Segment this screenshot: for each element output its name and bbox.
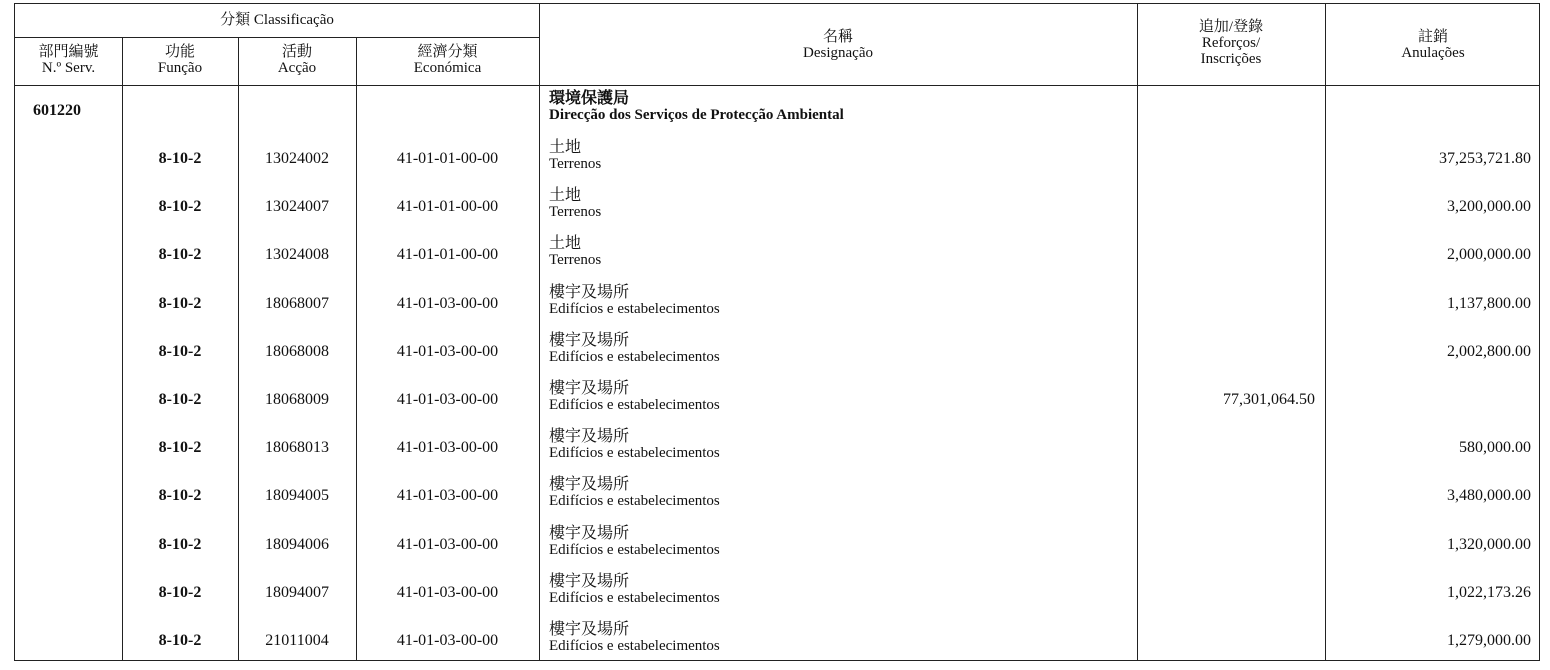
economica-code: 41-01-01-00-00 <box>396 150 499 167</box>
anulacao-amount: 37,253,721.80 <box>1439 150 1531 167</box>
anulacao-amount: 1,022,173.26 <box>1447 583 1531 601</box>
designacao-pt: Edifícios e estabelecimentos <box>549 638 720 654</box>
anulacao-amount: 3,200,000.00 <box>1447 198 1531 216</box>
col-divider <box>1137 4 1138 660</box>
header-accao: 活動 Acção <box>277 44 317 76</box>
header-anulacoes: 註銷 Anulações <box>1401 29 1465 61</box>
funcao-code: 8-10-2 <box>158 487 202 505</box>
col-divider <box>539 4 540 660</box>
designacao-cell <box>549 477 720 509</box>
designacao-pt: Edifícios e estabelecimentos <box>549 493 720 510</box>
service-name-pt: Direcção dos Serviços de Protecção Ambiental <box>549 107 844 123</box>
accao-code: 18068013 <box>265 439 329 457</box>
col-divider <box>1325 4 1326 660</box>
economica-code: 41-01-03-00-00 <box>396 487 499 505</box>
anulacao-amount: 3,480,000.00 <box>1447 487 1531 505</box>
header-serv: 部門編號 N.º Serv. <box>38 44 99 76</box>
header-divider <box>15 37 539 38</box>
accao-code: 18068008 <box>265 342 329 360</box>
accao-code: 18094006 <box>265 535 329 553</box>
anulacao-amount: 2,002,800.00 <box>1447 342 1531 360</box>
funcao-code: 8-10-2 <box>158 198 202 216</box>
reforco-amount: 77,301,064.50 <box>1223 391 1315 408</box>
designacao-zh: 樓宇及場所 <box>549 621 630 638</box>
economica-code: 41-01-03-00-00 <box>396 342 499 360</box>
economica-code: 41-01-01-00-00 <box>396 198 499 216</box>
designacao-cell <box>549 574 720 606</box>
header-economica: 經濟分類 Económica <box>413 44 482 76</box>
anulacao-amount: 580,000.00 <box>1459 439 1531 457</box>
designacao-cell <box>549 381 720 413</box>
designacao-zh: 樓宇及場所 <box>549 380 630 397</box>
accao-code: 13024002 <box>265 150 329 167</box>
budget-table <box>14 3 1540 661</box>
economica-code: 41-01-01-00-00 <box>396 246 499 264</box>
economica-code: 41-01-03-00-00 <box>396 439 499 457</box>
anulacao-amount: 1,279,000.00 <box>1447 632 1531 649</box>
service-code: 601220 <box>33 102 81 119</box>
service-name-zh: 環境保護局 <box>549 90 630 107</box>
anulacao-amount: 1,320,000.00 <box>1447 535 1531 553</box>
designacao-cell <box>549 140 601 172</box>
accao-code: 18094005 <box>265 487 329 505</box>
header-bottom-line <box>15 85 1539 86</box>
anulacao-amount: 1,137,800.00 <box>1447 294 1531 312</box>
header-reforcos: 追加/登錄 Reforços/ Inscrições <box>1198 19 1264 67</box>
funcao-code: 8-10-2 <box>158 342 202 360</box>
designacao-pt: Edifícios e estabelecimentos <box>549 445 720 462</box>
funcao-code: 8-10-2 <box>158 439 202 457</box>
funcao-code: 8-10-2 <box>158 150 202 167</box>
accao-code: 13024008 <box>265 246 329 264</box>
designacao-cell <box>549 526 720 558</box>
designacao-cell <box>549 188 601 220</box>
designacao-cell <box>549 429 720 461</box>
designacao-zh: 土地 <box>549 187 582 205</box>
economica-code: 41-01-03-00-00 <box>396 632 499 649</box>
funcao-code: 8-10-2 <box>158 632 202 649</box>
designacao-pt: Edifícios e estabelecimentos <box>549 300 720 317</box>
designacao-cell <box>549 333 720 365</box>
header-designacao: 名稱 Designação <box>803 29 873 61</box>
funcao-code: 8-10-2 <box>158 294 202 312</box>
designacao-zh: 樓宇及場所 <box>549 428 630 446</box>
economica-code: 41-01-03-00-00 <box>396 535 499 553</box>
service-name <box>549 91 844 123</box>
accao-code: 18068007 <box>265 294 329 312</box>
designacao-zh: 樓宇及場所 <box>549 476 630 494</box>
classification-header: 分類 Classificação <box>220 12 334 28</box>
designacao-zh: 樓宇及場所 <box>549 331 630 349</box>
economica-code: 41-01-03-00-00 <box>396 391 499 408</box>
funcao-code: 8-10-2 <box>158 391 202 408</box>
designacao-zh: 樓宇及場所 <box>549 283 630 301</box>
designacao-cell <box>549 236 601 268</box>
designacao-cell <box>549 622 720 654</box>
funcao-code: 8-10-2 <box>158 246 202 264</box>
designacao-pt: Terrenos <box>549 252 602 269</box>
designacao-pt: Edifícios e estabelecimentos <box>549 589 720 606</box>
economica-code: 41-01-03-00-00 <box>396 294 499 312</box>
designacao-cell <box>549 285 720 317</box>
designacao-zh: 土地 <box>549 235 582 253</box>
designacao-pt: Edifícios e estabelecimentos <box>549 348 720 365</box>
designacao-zh: 土地 <box>549 139 582 156</box>
designacao-zh: 樓宇及場所 <box>549 524 630 542</box>
designacao-pt: Edifícios e estabelecimentos <box>549 397 720 413</box>
accao-code: 21011004 <box>265 632 329 649</box>
designacao-pt: Terrenos <box>549 156 602 172</box>
designacao-pt: Edifícios e estabelecimentos <box>549 541 720 558</box>
funcao-code: 8-10-2 <box>158 583 202 601</box>
accao-code: 13024007 <box>265 198 329 216</box>
economica-code: 41-01-03-00-00 <box>396 583 499 601</box>
header-funcao: 功能 Função <box>157 44 203 76</box>
designacao-zh: 樓宇及場所 <box>549 572 630 590</box>
accao-code: 18094007 <box>265 583 329 601</box>
designacao-pt: Terrenos <box>549 204 602 221</box>
anulacao-amount: 2,000,000.00 <box>1447 246 1531 264</box>
accao-code: 18068009 <box>265 391 329 408</box>
funcao-code: 8-10-2 <box>158 535 202 553</box>
